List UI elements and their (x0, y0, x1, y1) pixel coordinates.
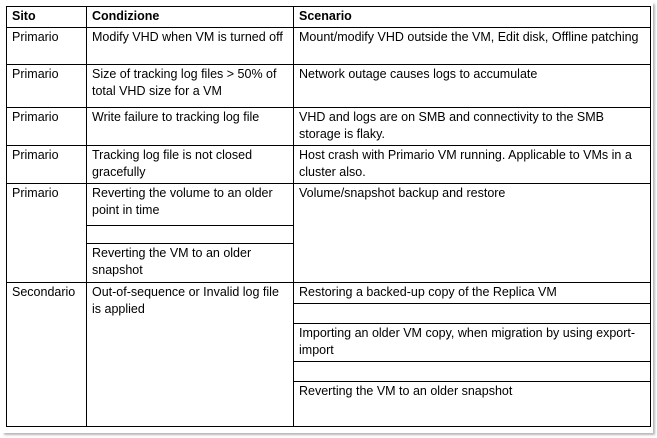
table-row (7, 283, 651, 304)
cell-scenario: Host crash with Primario VM running. Applicable to VMs in a cluster also. (294, 146, 651, 184)
cell-condition: Reverting the volume to an older point in time (87, 184, 294, 226)
cell-scenario-empty (294, 362, 651, 382)
table-row (7, 65, 651, 108)
table-row (7, 146, 651, 184)
header-scenario: Scenario (294, 7, 651, 28)
table-row (7, 28, 651, 65)
cell-site: Primario (7, 65, 87, 108)
cell-site: Primario (7, 184, 87, 283)
cell-scenario: Restoring a backed-up copy of the Replica VM (294, 283, 651, 304)
header-site: Sito (7, 7, 87, 28)
cell-condition: Tracking log file is not closed gracefully (87, 146, 294, 184)
cell-scenario: Volume/snapshot backup and restore (294, 184, 651, 283)
cell-site: Secondario (7, 283, 87, 427)
cell-scenario: Importing an older VM copy, when migration by using export-import (294, 324, 651, 362)
cell-scenario: Network outage causes logs to accumulate (294, 65, 651, 108)
cell-condition-empty (87, 226, 294, 244)
cell-scenario: VHD and logs are on SMB and connectivity to the SMB storage is flaky. (294, 108, 651, 146)
cell-site: Primario (7, 108, 87, 146)
cell-scenario-empty (294, 304, 651, 324)
table-row (7, 108, 651, 146)
cell-scenario: Mount/modify VHD outside the VM, Edit disk, Offline patching (294, 28, 651, 65)
cell-condition: Modify VHD when VM is turned off (87, 28, 294, 65)
cell-condition: Out-of-sequence or Invalid log file is applied (87, 283, 294, 427)
cell-condition: Size of tracking log files > 50% of total VHD size for a VM (87, 65, 294, 108)
replication-conditions-table (6, 6, 651, 427)
header-row (7, 7, 651, 28)
header-condition: Condizione (87, 7, 294, 28)
cell-condition: Reverting the VM to an older snapshot (87, 244, 294, 283)
cell-scenario: Reverting the VM to an older snapshot (294, 382, 651, 427)
table-row (7, 184, 651, 226)
cell-condition: Write failure to tracking log file (87, 108, 294, 146)
cell-site: Primario (7, 146, 87, 184)
cell-site: Primario (7, 28, 87, 65)
table-frame (2, 2, 653, 433)
